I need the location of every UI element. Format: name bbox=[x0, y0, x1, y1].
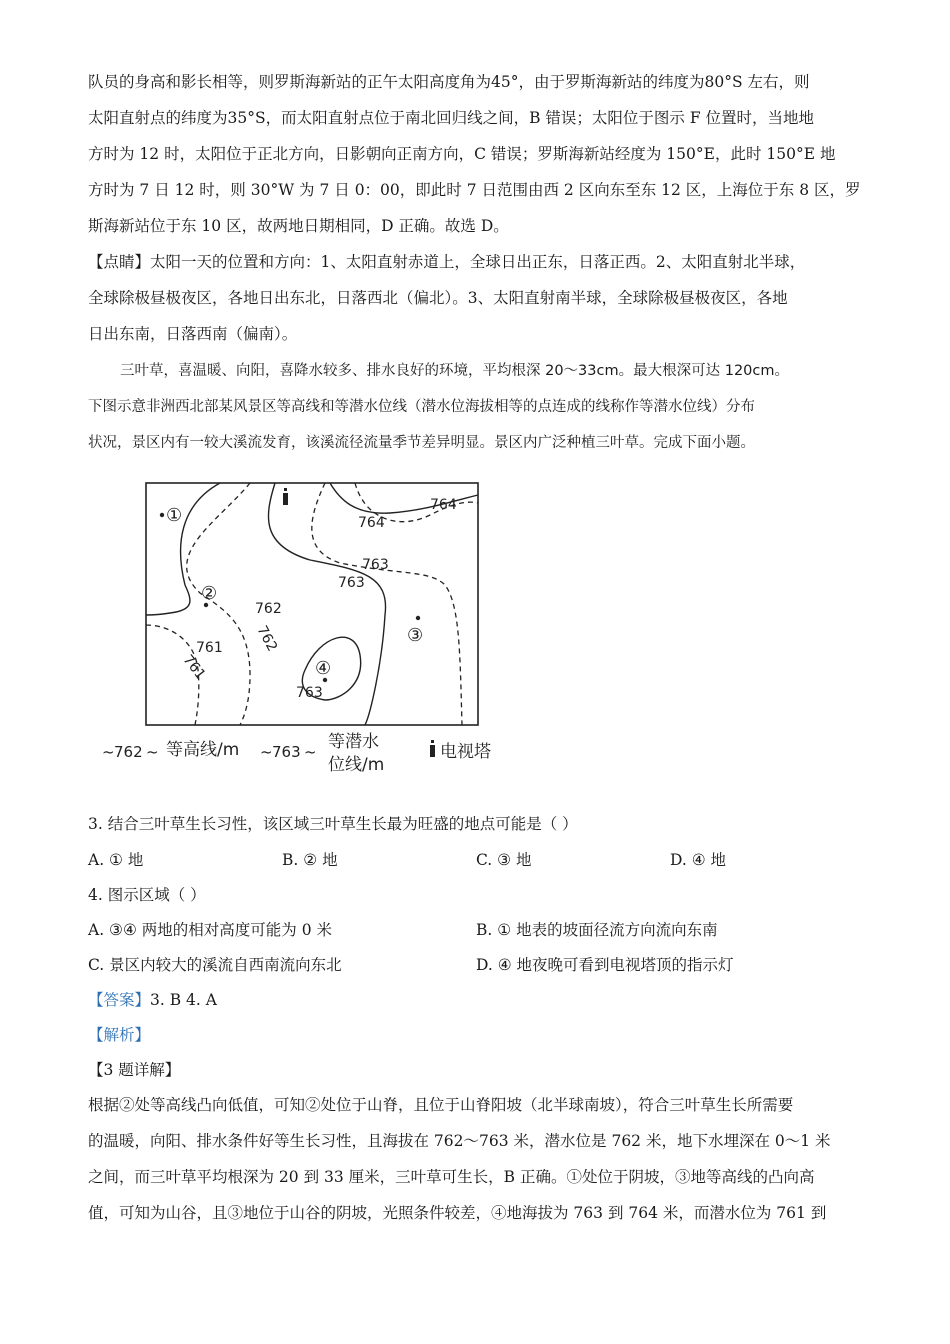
q4-option-a[interactable]: A. ③④ 两地的相对高度可能为 0 米 bbox=[88, 921, 332, 939]
contour-label: 764 bbox=[358, 515, 385, 531]
text-line: 下图示意非洲西北部某风景区等高线和等潜水位线（潜水位海拔相等的点连成的线称作等潜水位线）分布 bbox=[88, 399, 755, 415]
text-line: 日出东南，日落西南（偏南）。 bbox=[88, 325, 298, 343]
q3-option-c[interactable]: C. ③ 地 bbox=[476, 851, 532, 869]
text-line: 斯海新站位于东 10 区，故两地日期相同，D 正确。故选 D。 bbox=[88, 217, 509, 235]
contour-label: 764 bbox=[430, 497, 457, 513]
tv-tower-icon bbox=[283, 488, 288, 505]
water-line-763 bbox=[312, 483, 462, 725]
svg-text:~: ~ bbox=[146, 743, 159, 761]
text-line: 太阳直射点的纬度为35°S，而太阳直射点位于南北回归线之间，B 错误；太阳位于图示 F 位置时，当地地 bbox=[88, 109, 815, 127]
text-line: 方时为 7 日 12 时，则 30°W 为 7 日 0：00，即此时 7 日范围由西 2 区向东至东 12 区，上海位于东 8 区，罗 bbox=[88, 181, 861, 199]
text-line: 全球除极昼极夜区，各地日出东北，日落西北（偏北）。3、太阳直射南半球，全球除极昼极夜区，各地 bbox=[88, 289, 788, 307]
text-line: 队员的身高和影长相等，则罗斯海新站的正午太阳高度角为45°，由于罗斯海新站的纬度为80°S 左右，则 bbox=[88, 73, 810, 91]
svg-text:~: ~ bbox=[260, 743, 273, 761]
contour-label: 763 bbox=[296, 685, 323, 701]
contour-label: 762 bbox=[255, 601, 282, 617]
answer-text: 3. B 4. A bbox=[150, 991, 217, 1009]
contour-label: 762 bbox=[253, 623, 281, 655]
legend-tower-text: 电视塔 bbox=[440, 742, 491, 762]
q3-option-b[interactable]: B. ② 地 bbox=[282, 851, 338, 869]
q4-option-b[interactable]: B. ① 地表的坡面径流方向流向东南 bbox=[476, 921, 718, 939]
legend-tower-icon bbox=[430, 740, 435, 757]
text-line: 状况，景区内有一较大溪流发育，该溪流径流量季节差异明显。景区内广泛种植三叶草。完成下面小题。 bbox=[88, 435, 755, 451]
contour-map bbox=[100, 475, 520, 780]
legend-contour-sample: 762 bbox=[114, 743, 143, 761]
svg-text:~: ~ bbox=[304, 743, 317, 761]
svg-text:~: ~ bbox=[102, 743, 115, 761]
legend bbox=[102, 732, 491, 775]
legend-water-text-1: 等潜水 bbox=[328, 732, 379, 752]
answer-label: 【答案】 bbox=[88, 991, 151, 1009]
legend-contour-text: 等高线/m bbox=[166, 740, 240, 760]
detail-label: 【3 题详解】 bbox=[88, 1061, 181, 1079]
point-3-label: ③ bbox=[407, 625, 424, 646]
contour-label: 761 bbox=[196, 640, 223, 656]
q4-option-d[interactable]: D. ④ 地夜晚可看到电视塔顶的指示灯 bbox=[476, 956, 734, 974]
text-line: 三叶草，喜温暖、向阳，喜降水较多、排水良好的环境，平均根深 20～33cm。最大根深可达 120cm。 bbox=[120, 363, 789, 379]
text-line: 值，可知为山谷，且③地位于山谷的阴坡，光照条件较差，④地海拔为 763 到 764 米，而潜水位为 761 到 bbox=[88, 1204, 827, 1222]
water-line-762 bbox=[187, 483, 250, 725]
point-1-label: ① bbox=[166, 505, 183, 526]
answer-line bbox=[88, 988, 217, 1010]
q3-option-d[interactable]: D. ④ 地 bbox=[670, 851, 727, 869]
contour-label: 761 bbox=[179, 651, 209, 683]
contour-label: 763 bbox=[338, 575, 365, 591]
point-2-label: ② bbox=[201, 583, 218, 604]
contour-label: 763 bbox=[362, 557, 389, 573]
text-line: 方时为 12 时，太阳位于正北方向，日影朝向正南方向，C 错误；罗斯海新站经度为 150°E，此时 150°E 地 bbox=[88, 145, 836, 163]
analysis-label: 【解析】 bbox=[88, 1026, 151, 1044]
legend-water-text-2: 位线/m bbox=[328, 755, 385, 775]
q4-option-c[interactable]: C. 景区内较大的溪流自西南流向东北 bbox=[88, 956, 342, 974]
question-3-stem: 3. 结合三叶草生长习性，该区域三叶草生长最为旺盛的地点可能是（ ） bbox=[88, 815, 578, 833]
q3-option-a[interactable]: A. ① 地 bbox=[88, 851, 144, 869]
text-line: 之间，而三叶草平均根深为 20 到 33 厘米，三叶草可生长，B 正确。①处位于阴坡，③地等高线的凸向高 bbox=[88, 1168, 815, 1186]
legend-water-sample: 763 bbox=[272, 743, 301, 761]
question-4-stem: 4. 图示区域（ ） bbox=[88, 886, 206, 904]
point-4-label: ④ bbox=[315, 658, 332, 679]
text-line: 【点睛】太阳一天的位置和方向：1、太阳直射赤道上，全球日出正东，日落正西。2、太阳直射北半球， bbox=[88, 253, 806, 271]
text-line: 根据②处等高线凸向低值，可知②处位于山脊，且位于山脊阳坡（北半球南坡），符合三叶草生长所需要 bbox=[88, 1096, 794, 1114]
text-line: 的温暖，向阳、排水条件好等生长习性，且海拔在 762～763 米，潜水位是 762 米，地下水埋深在 0～1 米 bbox=[88, 1132, 831, 1150]
